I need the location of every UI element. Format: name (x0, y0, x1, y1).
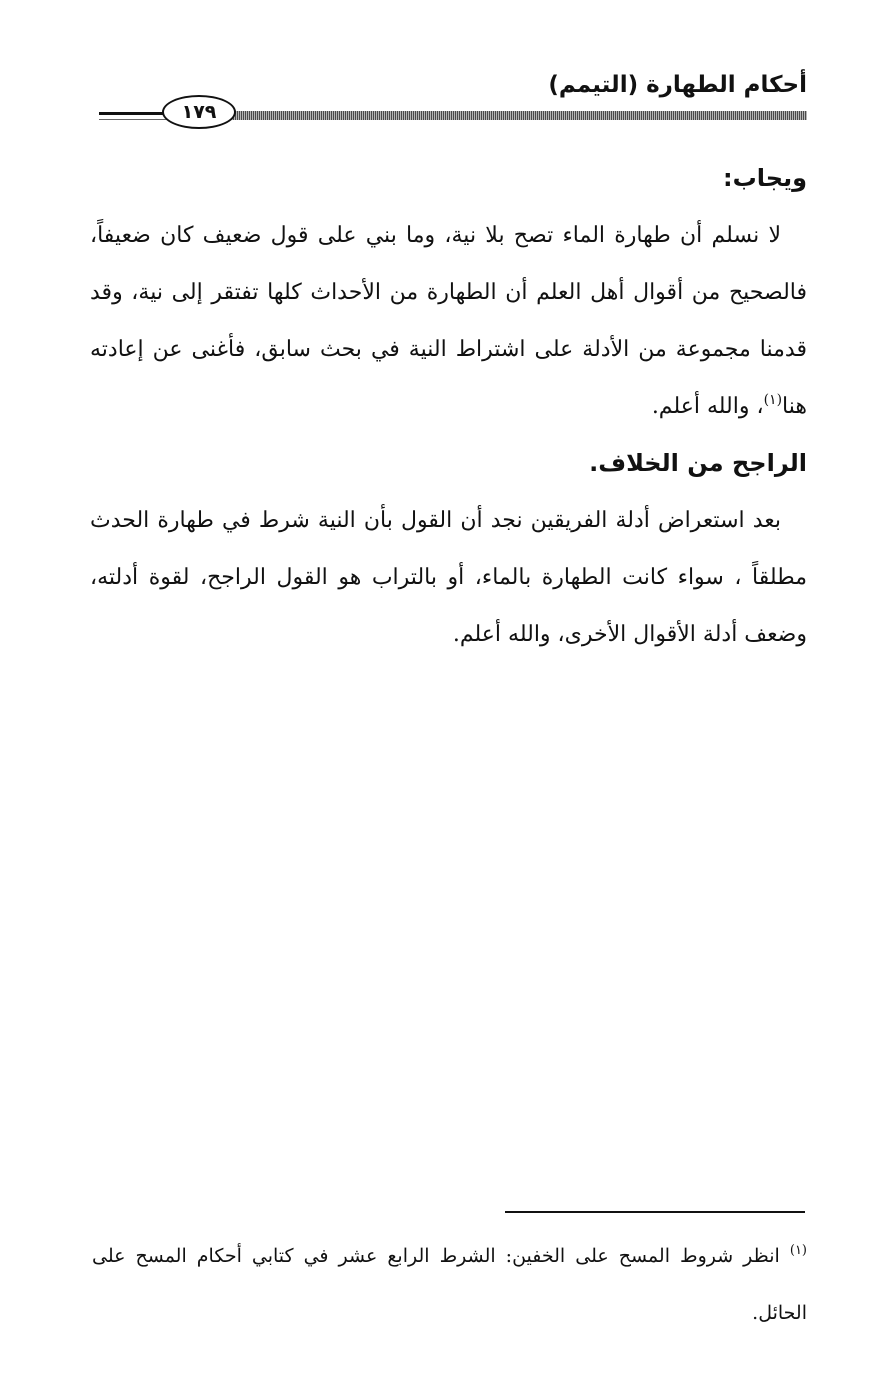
footnote-mark: (١) (789, 1243, 807, 1258)
running-header-title: أحكام الطهارة (التيمم) (548, 72, 807, 98)
header-rule-thin-line (99, 119, 174, 120)
paragraph-reply (90, 207, 807, 435)
page-number: ١٧٩ (162, 95, 236, 129)
footnote-separator (505, 1211, 805, 1213)
paragraph-reply-text: لا نسلم أن طهارة الماء تصح بلا نية، وما بني على قول ضعيف كان ضعيفاً، فالصحيح من أقوال أهل العلم أن الطهارة من الأحداث كلها تفتقر إلى نية، وقد قدمنا مجموعة من الأدلة على اشتراط النية في بحث سابق، فأغنى عن إعادته هنا (90, 223, 807, 419)
header-rule-hatched-band (227, 111, 807, 120)
page-body (90, 150, 807, 663)
paragraph-conclusion: بعد استعراض أدلة الفريقين نجد أن القول بأن النية شرط في طهارة الحدث مطلقاً ، سواء كانت الطهارة بالماء، أو بالتراب هو القول الراجح، لقوة أدلته، وضعف أدلة الأقوال الأخرى، والله أعلم. (90, 508, 807, 647)
reply-heading: ويجاب: (723, 164, 807, 192)
preponderant-heading: الراجح من الخلاف. (589, 449, 807, 477)
paragraph-reply-ending: ، والله أعلم. (651, 394, 764, 419)
footnote-reference[interactable]: (١) (763, 392, 783, 408)
footnote-text: انظر شروط المسح على الخفين: الشرط الرابع عشر في كتابي أحكام المسح على الحائل. (92, 1245, 807, 1324)
footnote (92, 1228, 807, 1342)
